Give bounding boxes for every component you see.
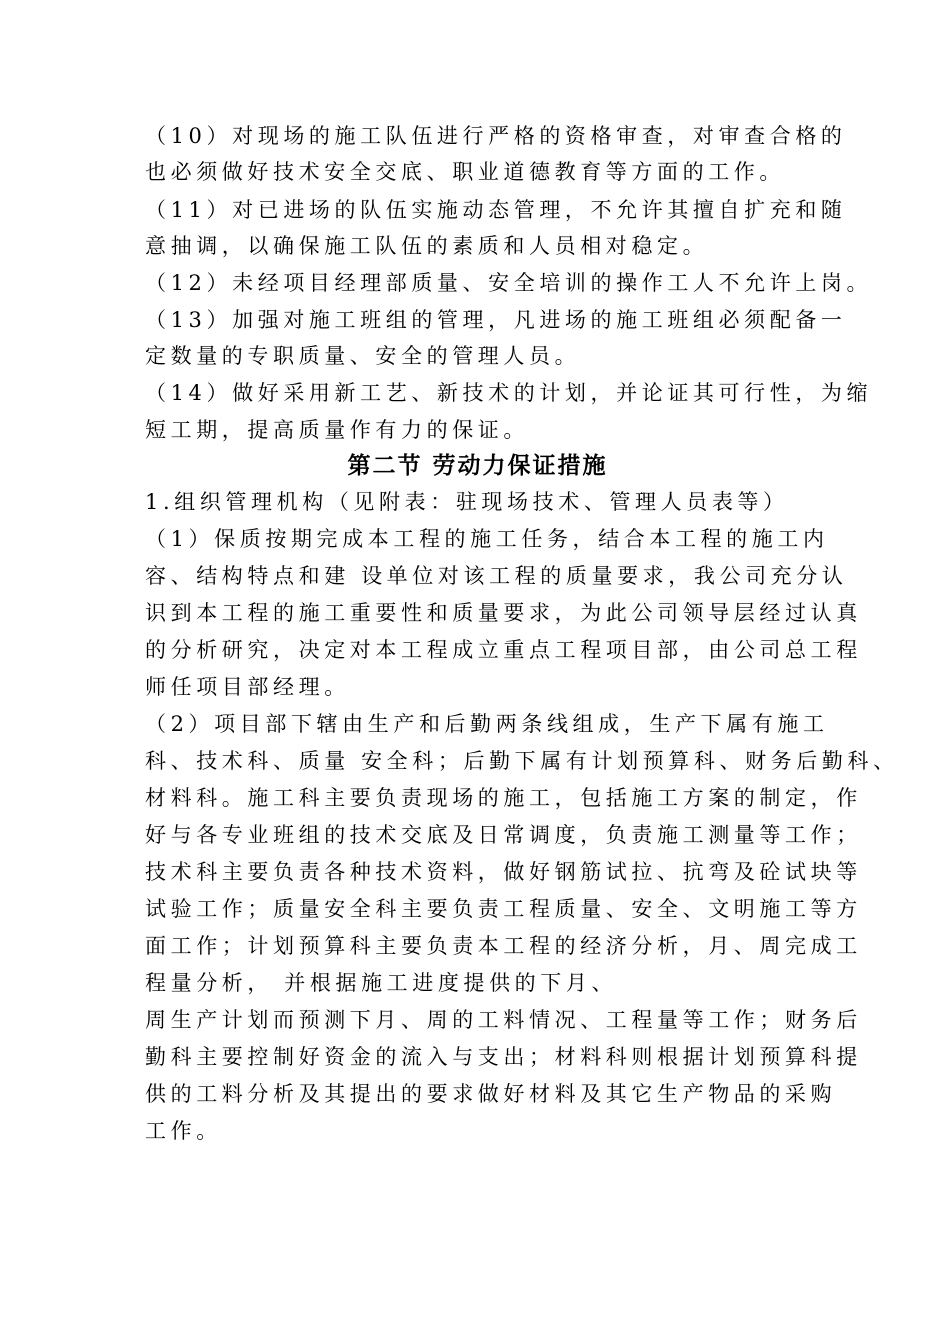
paragraph-line: （1）保质按期完成本工程的施工任务，结合本工程的施工内	[145, 527, 829, 551]
paragraph-line: 好与各专业班组的技术交底及日常调度，负责施工测量等工作；	[145, 823, 862, 847]
paragraph-line: （14）做好采用新工艺、新技术的计划，并论证其可行性，为缩	[145, 381, 873, 405]
paragraph-line: 工作。	[145, 1119, 222, 1143]
paragraph-line: （10）对现场的施工队伍进行严格的资格审查，对审查合格的	[145, 124, 847, 148]
paragraph-line: 识到本工程的施工重要性和质量要求，为此公司领导层经过认真	[145, 601, 862, 625]
paragraph-line: 供的工料分析及其提出的要求做好材料及其它生产物品的采购	[145, 1082, 837, 1106]
paragraph-line: 面工作；计划预算科主要负责本工程的经济分析，月、周完成工	[145, 934, 862, 958]
paragraph-line: 意抽调，以确保施工队伍的素质和人员相对稳定。	[145, 234, 709, 258]
paragraph-line: 的分析研究，决定对本工程成立重点工程项目部，由公司总工程	[145, 638, 862, 662]
paragraph-line: 技术科主要负责各种技术资料，做好钢筋试拉、抗弯及砼试块等	[145, 860, 862, 884]
paragraph-line: 定数量的专职质量、安全的管理人员。	[145, 344, 581, 368]
paragraph-line: 短工期，提高质量作有力的保证。	[145, 418, 529, 442]
paragraph-line: 科、技术科、质量 安全科；后勤下属有计划预算科、财务后勤科、	[145, 749, 899, 773]
paragraph-line: 容、结构特点和建 设单位对该工程的质量要求，我公司充分认	[145, 564, 848, 588]
section-heading: 第二节 劳动力保证措施	[347, 453, 608, 479]
paragraph-line: 试验工作；质量安全科主要负责工程质量、安全、文明施工等方	[145, 897, 862, 921]
paragraph-line: （12）未经项目经理部质量、安全培训的操作工人不允许上岗。	[145, 271, 873, 295]
paragraph-line: （11）对已进场的队伍实施动态管理，不允许其擅自扩充和随	[145, 198, 847, 222]
paragraph-line: 也必须做好技术安全交底、职业道德教育等方面的工作。	[145, 160, 785, 184]
paragraph-line: （2）项目部下辖由生产和后勤两条线组成，生产下属有施工	[145, 712, 829, 736]
paragraph-line: 程量分析， 并根据施工进度提供的下月、	[145, 971, 618, 995]
paragraph-line: 师任项目部经理。	[145, 675, 350, 699]
paragraph-line: （13）加强对施工班组的管理，凡进场的施工班组必须配备一	[145, 308, 847, 332]
paragraph-line: 勤科主要控制好资金的流入与支出；材料科则根据计划预算科提	[145, 1045, 862, 1069]
paragraph-line: 周生产计划而预测下月、周的工料情况、工程量等工作；财务后	[145, 1008, 862, 1032]
paragraph-line: 材料科。施工科主要负责现场的施工，包括施工方案的制定，作	[145, 786, 862, 810]
paragraph-line: 1.组织管理机构（见附表：驻现场技术、管理人员表等）	[145, 490, 789, 514]
